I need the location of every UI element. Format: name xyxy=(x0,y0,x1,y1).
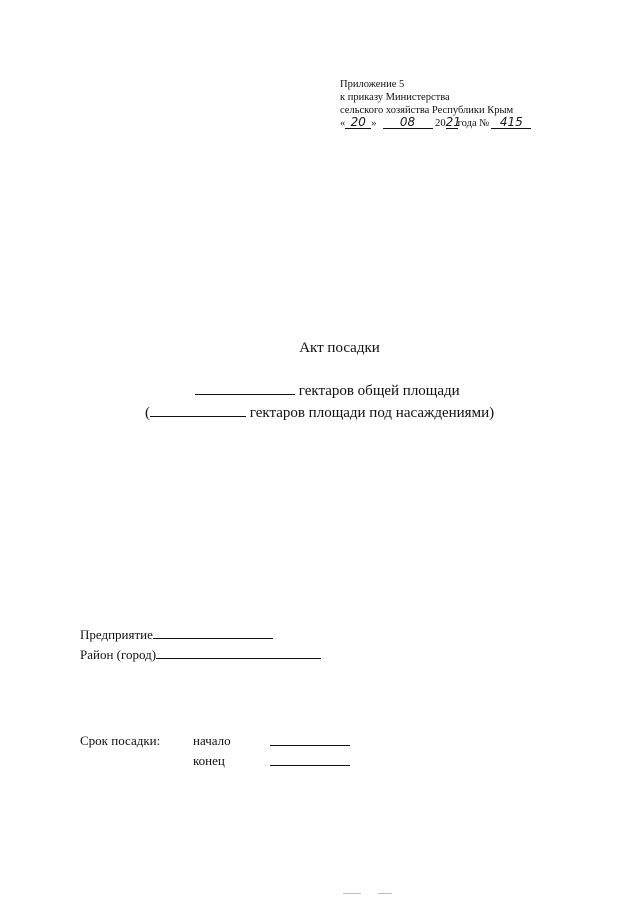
enterprise-label: Предприятие xyxy=(80,627,153,642)
appendix-ministry: сельского хозяйства Республики Крым xyxy=(340,105,514,116)
planted-area-blank[interactable] xyxy=(150,404,246,417)
appendix-order-ref: к приказу Министерства xyxy=(340,92,450,103)
period-start-blank[interactable] xyxy=(270,745,350,746)
document-title: Акт посадки xyxy=(299,340,380,356)
total-area-blank[interactable] xyxy=(195,382,295,395)
period-start-label: начало xyxy=(193,733,231,748)
total-area-line xyxy=(195,382,460,400)
date-open-quote: « xyxy=(340,118,346,129)
handwritten-month: 08 xyxy=(383,117,433,129)
handwritten-order-number: 415 xyxy=(491,117,531,129)
handwritten-day: 20 xyxy=(345,117,371,129)
year-label: года № xyxy=(457,118,490,129)
scan-artifact xyxy=(343,893,361,894)
planted-area-label: гектаров площади под насаждениями) xyxy=(249,405,495,421)
planted-area-open-paren: ( xyxy=(145,405,150,421)
enterprise-field xyxy=(80,627,273,643)
period-end-label: конец xyxy=(193,753,225,768)
appendix-block xyxy=(340,78,531,130)
planted-area-line xyxy=(145,404,494,422)
enterprise-blank[interactable] xyxy=(153,627,273,639)
year-prefix: 20 xyxy=(435,118,446,129)
handwritten-year: 21 xyxy=(445,115,461,129)
scan-artifact xyxy=(378,893,392,894)
total-area-label: гектаров общей площади xyxy=(298,383,460,399)
district-label: Район (город) xyxy=(80,647,157,662)
period-end-blank[interactable] xyxy=(270,765,350,766)
date-close-quote: » xyxy=(371,118,377,129)
appendix-date-line xyxy=(340,117,531,130)
district-field xyxy=(80,647,321,663)
appendix-title: Приложение 5 xyxy=(340,79,405,90)
planting-period-label: Срок посадки: xyxy=(80,733,161,748)
district-blank[interactable] xyxy=(156,647,321,659)
